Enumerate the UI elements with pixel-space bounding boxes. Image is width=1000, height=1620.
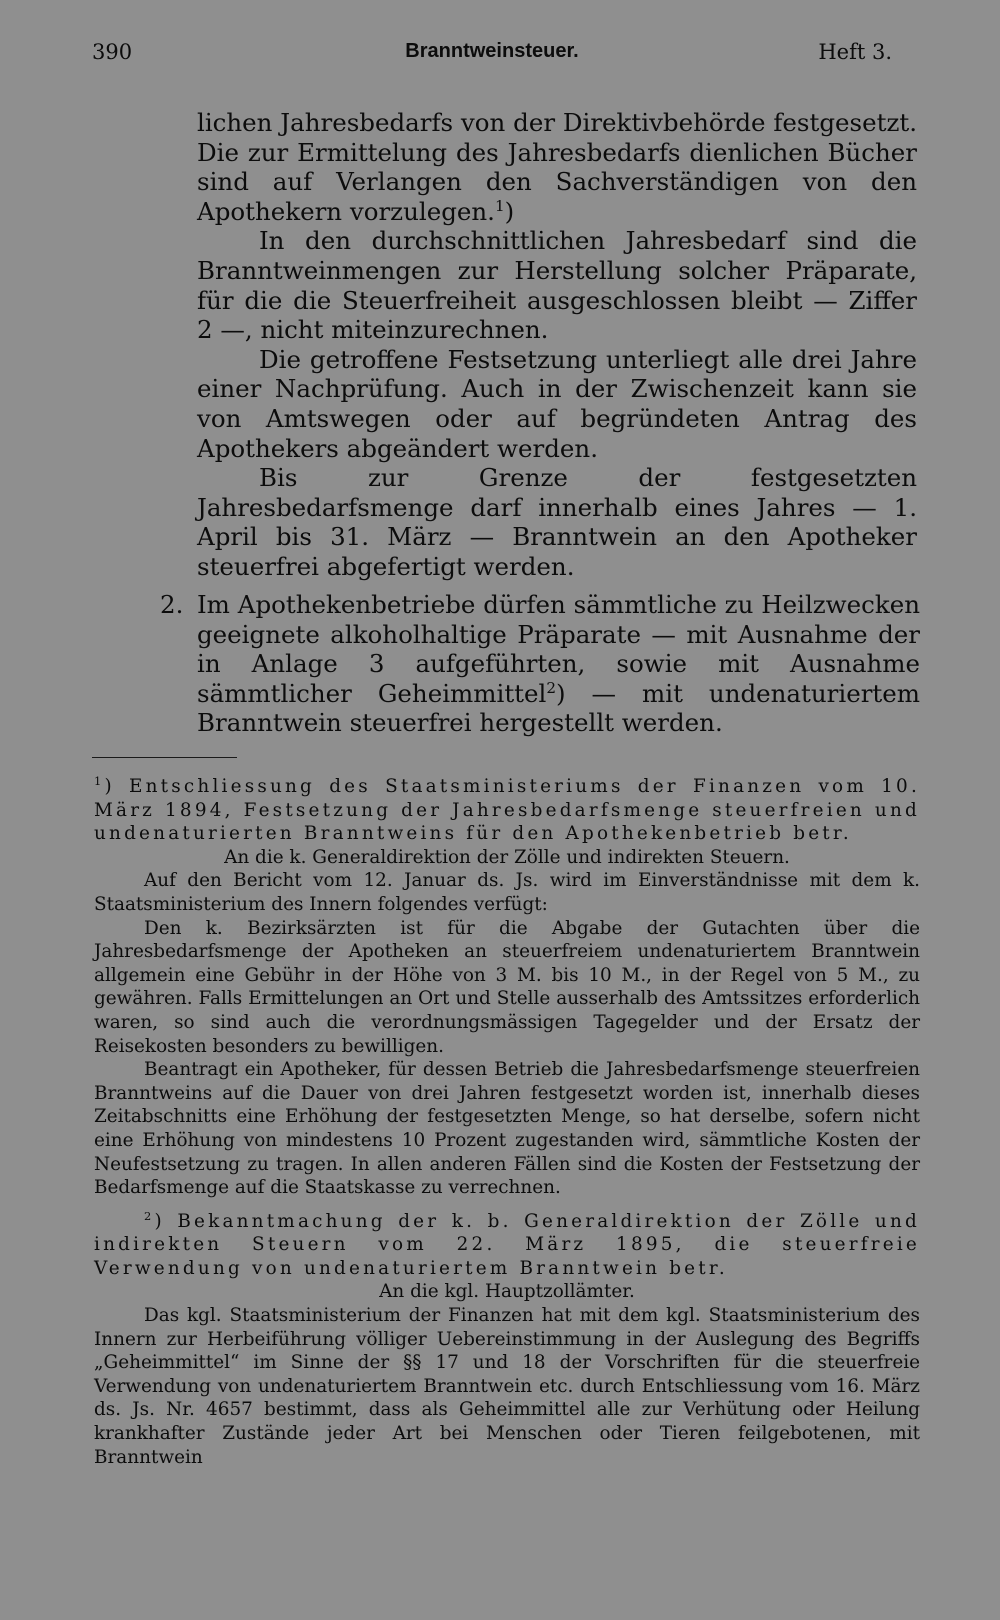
footnote-paragraph: Beantragt ein Apotheker, für dessen Betrieb die Jahresbedarfsmenge steuerfreien Branntweins auf die Dauer von drei Jahren festgesetzt worden ist, innerhalb dieses Zeitabschnitts eine Erhöhung der festgesetzten Menge, so hat derselbe, sofern nicht eine Erhöhung von mindestens 10 Prozent zugestanden wird, sämmtliche Kosten der Neufestsetzung zu tragen. In allen anderen Fällen sind die Kosten der Festsetzung der Bedarfsmenge auf die Staatskasse zu verrechnen.	[94, 1059, 920, 1199]
paragraph: Die getroffene Festsetzung unterliegt alle drei Jahre einer Nachprüfung. Auch in der Zwischenzeit kann sie von Amtswegen oder auf begründeten Antrag des Apothekers abgeändert werden.	[197, 344, 917, 463]
page-number: 390	[92, 40, 133, 64]
item-number: 2.	[160, 590, 184, 619]
main-text	[197, 108, 917, 582]
paragraph	[197, 108, 917, 226]
footnote-marker-paren: )	[504, 196, 515, 226]
footnote-address: An die k. Generaldirektion der Zölle und indirekten Steuern.	[224, 846, 790, 868]
footnote-paragraph: Auf den Bericht vom 12. Januar ds. Js. wird im Einverständnisse mit dem k. Staatsministerium des Innern folgendes verfügt:	[94, 870, 920, 915]
footnote-paragraph: Das kgl. Staatsministerium der Finanzen hat mit dem kgl. Staatsministerium des Innern zur Herbeiführung völliger Uebereinstimmung in der Auslegung des Begriffs „Geheimmittel“ im Sinne der §§ 17 und 18 der Vorschriften für die steuerfreie Verwendung von undenaturiertem Branntwein etc. durch Entschliessung vom 16. März ds. Js. Nr. 4657 bestimmt, dass als Geheimmittel alle zur Verhütung oder Heilung krankhafter Zustände jeder Art bei Menschen oder Tieren feilgebotenen, mit Branntwein	[94, 1305, 920, 1468]
item-text: Im Apothekenbetriebe dürfen sämmtliche zu Heilzwecken geeignete alkoholhaltige Präparate — mit Ausnahme der in Anlage 3 aufgeführten, sowie mit Ausnahme sämmtlicher Geheimmittel$^2$) — mit undenaturiertem Branntwein steuerfrei hergestellt werden.	[197, 590, 921, 737]
footnote-address: An die kgl. Hauptzollämter.	[379, 1281, 635, 1303]
issue-label: Heft 3.	[818, 40, 892, 64]
footnote-marker: 1	[494, 196, 505, 215]
page-header	[92, 40, 892, 70]
footnote-heading: $^2$) Bekanntmachung der k. b. Generaldirektion der Zölle und indirekten Steuern vom 22. März 1895, die steuerfreie Verwendung von undenaturiertem Branntwein betr.	[94, 1208, 920, 1279]
footnote-paragraph: Den k. Bezirksärzten ist für die Abgabe der Gutachten über die Jahresbedarfsmenge der Apotheken an steuerfreiem undenaturiertem Branntwein allgemein eine Gebühr in der Höhe von 3 M. bis 10 M., in der Regel von 5 M., zu gewähren. Falls Ermittelungen an Ort und Stelle ausserhalb des Amtssitzes erforderlich waren, so sind auch die verordnungsmässigen Tagegelder und der Ersatz der Reisekosten besonders zu bewilligen.	[94, 917, 920, 1057]
footnote-heading: $^1$) Entschliessung des Staatsministeriums der Finanzen vom 10. März 1894, Festsetzung der Jahresbedarfsmenge steuerfreien und undenaturierten Branntweins für den Apothekenbetrieb betr.	[94, 773, 920, 845]
paragraph-text: lichen Jahresbedarfs von der Direktivbehörde festgesetzt. Die zur Ermittelung des Jahresbedarfs dienlichen Bücher sind auf Verlangen den Sachverständigen von den Apothekern vorzulegen.	[197, 108, 917, 226]
paragraph: In den durchschnittlichen Jahresbedarf sind die Branntweinmengen zur Herstellung solcher Präparate, für die die Steuerfreiheit ausgeschlossen bleibt — Ziffer 2 —, nicht miteinzurechnen.	[197, 226, 917, 345]
footnote-marker: 2	[144, 1208, 155, 1223]
footnote-marker: 1	[94, 773, 105, 788]
paragraph: Bis zur Grenze der festgesetzten Jahresbedarfsmenge darf innerhalb eines Jahres — 1. April bis 31. März — Branntwein an den Apotheker steuerfrei abgefertigt werden.	[197, 463, 917, 581]
footnotes	[94, 775, 920, 1469]
numbered-item	[160, 590, 920, 738]
running-title: Branntweinsteuer.	[405, 40, 579, 62]
footnote-marker: 2	[546, 678, 557, 697]
footnote-divider	[92, 757, 237, 758]
